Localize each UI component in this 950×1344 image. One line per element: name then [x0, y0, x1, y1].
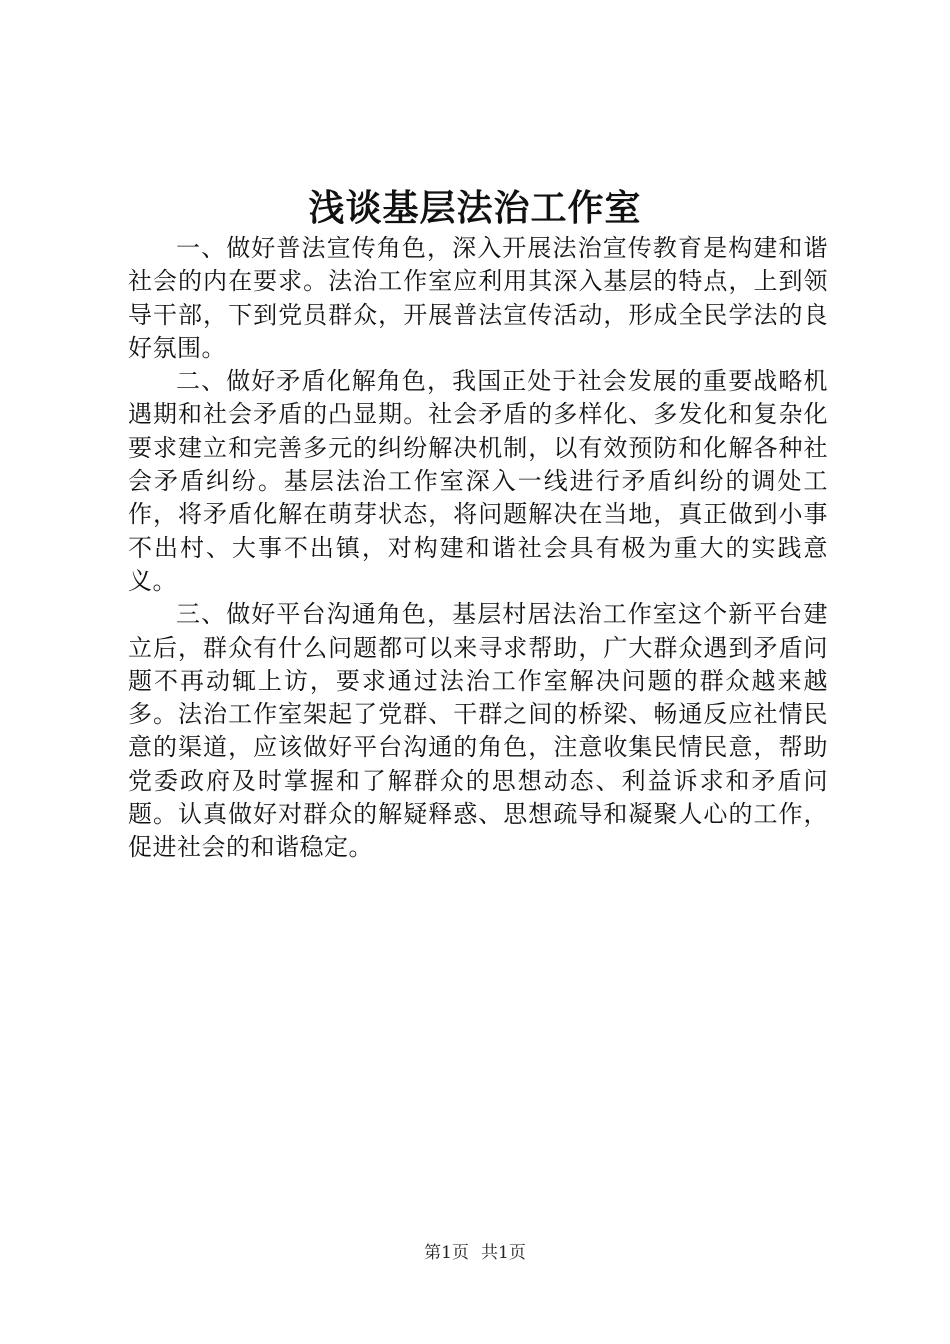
document-body — [128, 232, 828, 865]
page-footer — [0, 1242, 950, 1264]
paragraph-2: 二、做好矛盾化解角色，我国正处于社会发展的重要战略机遇期和社会矛盾的凸显期。社会矛盾的多样化、多发化和复杂化要求建立和完善多元的纠纷解决机制，以有效预防和化解各种社会矛盾纠纷。基层法治工作室深入一线进行矛盾纠纷的调处工作，将矛盾化解在萌芽状态，将问题解决在当地，真正做到小事不出村、大事不出镇，对构建和谐社会具有极为重大的实践意义。 — [128, 367, 828, 595]
page-total: 共1页 — [481, 1243, 526, 1263]
paragraph-1: 一、做好普法宣传角色，深入开展法治宣传教育是构建和谐社会的内在要求。法治工作室应利用其深入基层的特点，上到领导干部，下到党员群众，开展普法宣传活动，形成全民学法的良好氛围。 — [128, 234, 828, 362]
paragraph-3: 三、做好平台沟通角色，基层村居法治工作室这个新平台建立后，群众有什么问题都可以来寻求帮助，广大群众遇到矛盾问题不再动辄上访，要求通过法治工作室解决问题的群众越来越多。法治工作室架起了党群、干群之间的桥梁、畅通反应社情民意的渠道，应该做好平台沟通的角色，注意收集民情民意，帮助党委政府及时掌握和了解群众的思想动态、利益诉求和矛盾问题。认真做好对群众的解疑释惑、思想疏导和凝聚人心的工作，促进社会的和谐稳定。 — [128, 600, 828, 862]
document-title: 浅谈基层法治工作室 — [308, 187, 642, 229]
page-number: 第1页 — [424, 1243, 469, 1263]
